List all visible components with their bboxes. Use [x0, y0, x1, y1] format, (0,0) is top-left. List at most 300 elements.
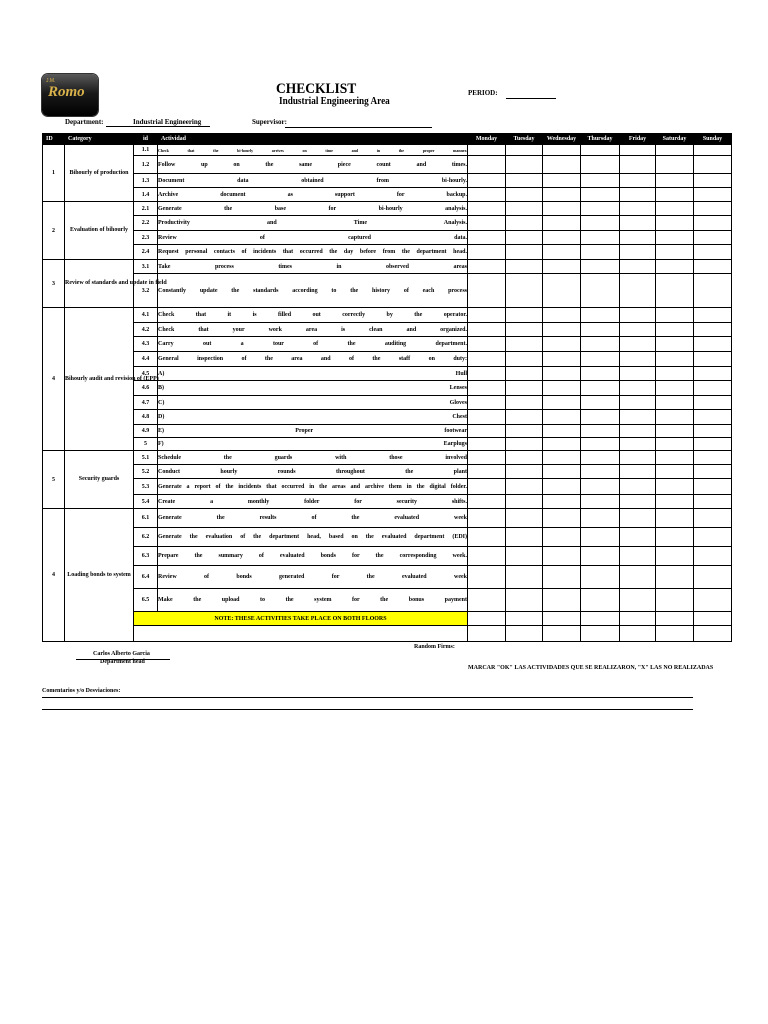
check-cell-saturday[interactable]	[656, 410, 694, 425]
activity-id: 4.6	[134, 381, 158, 396]
check-cell-friday[interactable]	[620, 479, 656, 495]
col-header-wednesday: Wednesday	[543, 134, 581, 145]
check-cell-monday[interactable]	[468, 451, 506, 465]
check-cell-tuesday[interactable]	[506, 566, 543, 589]
check-cell-sunday[interactable]	[694, 589, 732, 612]
section-id: 4	[43, 308, 65, 451]
check-cell-saturday[interactable]	[656, 156, 694, 174]
check-cell-monday[interactable]	[468, 566, 506, 589]
section-category: Loading bonds to system	[65, 509, 134, 642]
activity-text: Follow up on the same piece count and times.	[158, 156, 468, 174]
check-cell-friday[interactable]	[620, 425, 656, 438]
check-cell-saturday[interactable]	[656, 528, 694, 547]
activity-text: Generate the evaluation of the department head, based on the evaluated department (EDI)	[158, 528, 468, 547]
check-cell-monday[interactable]	[468, 274, 506, 308]
check-cell-wednesday[interactable]	[543, 188, 581, 202]
check-cell-wednesday[interactable]	[543, 274, 581, 308]
check-cell-sunday[interactable]	[694, 145, 732, 156]
check-cell-saturday[interactable]	[656, 509, 694, 528]
check-cell-monday[interactable]	[468, 509, 506, 528]
section-category: Security guards	[65, 451, 134, 509]
check-cell-friday[interactable]	[620, 410, 656, 425]
comments-line-2[interactable]	[42, 709, 693, 710]
check-cell-wednesday[interactable]	[543, 396, 581, 410]
check-cell-sunday[interactable]	[694, 509, 732, 528]
check-cell-tuesday[interactable]	[506, 202, 543, 216]
check-cell-thursday[interactable]	[581, 274, 620, 308]
check-cell-tuesday[interactable]	[506, 589, 543, 612]
check-cell-tuesday[interactable]	[506, 216, 543, 231]
check-cell-thursday[interactable]	[581, 425, 620, 438]
check-cell-tuesday[interactable]	[506, 337, 543, 352]
check-cell-monday[interactable]	[468, 438, 506, 451]
check-cell-friday[interactable]	[620, 202, 656, 216]
check-cell-friday[interactable]	[620, 367, 656, 381]
col-header-item-id: id	[134, 134, 158, 145]
check-cell-monday[interactable]	[468, 589, 506, 612]
check-cell-thursday[interactable]	[581, 438, 620, 451]
section-category: Bihourly of production	[65, 145, 134, 202]
check-cell-tuesday[interactable]	[506, 410, 543, 425]
activity-id: 1.4	[134, 188, 158, 202]
check-cell-sunday[interactable]	[694, 156, 732, 174]
check-cell-saturday[interactable]	[656, 352, 694, 367]
check-cell-saturday[interactable]	[656, 495, 694, 509]
check-cell-thursday[interactable]	[581, 145, 620, 156]
check-cell-tuesday[interactable]	[506, 323, 543, 337]
check-cell-monday[interactable]	[468, 156, 506, 174]
department-field[interactable]: Industrial Engineering	[106, 118, 210, 127]
check-cell-saturday[interactable]	[656, 274, 694, 308]
activity-text: Schedule the guards with those involved	[158, 451, 468, 465]
checklist-table	[42, 133, 732, 642]
blank-cell	[134, 626, 468, 642]
check-cell-wednesday[interactable]	[543, 202, 581, 216]
check-cell-friday[interactable]	[620, 438, 656, 451]
check-cell-monday[interactable]	[468, 202, 506, 216]
table-row	[43, 323, 732, 337]
check-cell-saturday[interactable]	[656, 323, 694, 337]
check-cell-tuesday[interactable]	[506, 156, 543, 174]
check-cell-tuesday[interactable]	[506, 465, 543, 479]
check-cell-wednesday[interactable]	[543, 323, 581, 337]
check-cell-sunday[interactable]	[694, 308, 732, 323]
check-cell-tuesday[interactable]	[506, 425, 543, 438]
section-category: Evaluation of bihourly	[65, 202, 134, 260]
check-cell-friday[interactable]	[620, 231, 656, 245]
check-cell-saturday[interactable]	[656, 547, 694, 566]
check-cell-monday[interactable]	[468, 381, 506, 396]
check-cell-wednesday[interactable]	[543, 260, 581, 274]
check-cell-thursday[interactable]	[581, 479, 620, 495]
table-row	[43, 245, 732, 260]
check-cell-tuesday[interactable]	[506, 626, 543, 642]
check-cell-friday[interactable]	[620, 589, 656, 612]
check-cell-saturday[interactable]	[656, 202, 694, 216]
check-cell-wednesday[interactable]	[543, 566, 581, 589]
check-cell-saturday[interactable]	[656, 438, 694, 451]
check-cell-thursday[interactable]	[581, 465, 620, 479]
table-header-row	[43, 134, 732, 145]
check-cell-thursday[interactable]	[581, 396, 620, 410]
check-cell-thursday[interactable]	[581, 156, 620, 174]
activity-id: 4.8	[134, 410, 158, 425]
check-cell-tuesday[interactable]	[506, 495, 543, 509]
check-cell-monday[interactable]	[468, 231, 506, 245]
department-label: Department:	[65, 118, 104, 126]
check-cell-monday[interactable]	[468, 323, 506, 337]
check-cell-sunday[interactable]	[694, 337, 732, 352]
check-cell-saturday[interactable]	[656, 626, 694, 642]
table-row	[43, 352, 732, 367]
check-cell-monday[interactable]	[468, 479, 506, 495]
check-cell-friday[interactable]	[620, 174, 656, 188]
check-cell-sunday[interactable]	[694, 274, 732, 308]
check-cell-friday[interactable]	[620, 245, 656, 260]
check-cell-thursday[interactable]	[581, 547, 620, 566]
check-cell-wednesday[interactable]	[543, 438, 581, 451]
check-cell-tuesday[interactable]	[506, 396, 543, 410]
activity-text: F) Earplugs	[158, 438, 468, 451]
check-cell-sunday[interactable]	[694, 396, 732, 410]
activity-text: Make the upload to the system for the bonus payment	[158, 589, 468, 612]
check-cell-monday[interactable]	[468, 367, 506, 381]
note-row	[43, 612, 732, 626]
check-cell-sunday[interactable]	[694, 216, 732, 231]
activity-text: Review of bonds generated for the evaluated week	[158, 566, 468, 589]
table-row	[43, 231, 732, 245]
signer-name: Carlos Alberto Garcia	[93, 651, 150, 657]
check-cell-wednesday[interactable]	[543, 612, 581, 626]
check-cell-tuesday[interactable]	[506, 367, 543, 381]
table-row	[43, 425, 732, 438]
check-cell-sunday[interactable]	[694, 566, 732, 589]
check-cell-tuesday[interactable]	[506, 231, 543, 245]
check-cell-sunday[interactable]	[694, 323, 732, 337]
check-cell-wednesday[interactable]	[543, 337, 581, 352]
check-cell-thursday[interactable]	[581, 245, 620, 260]
check-cell-wednesday[interactable]	[543, 425, 581, 438]
check-cell-thursday[interactable]	[581, 626, 620, 642]
check-cell-monday[interactable]	[468, 245, 506, 260]
check-cell-thursday[interactable]	[581, 410, 620, 425]
check-cell-saturday[interactable]	[656, 174, 694, 188]
check-cell-wednesday[interactable]	[543, 465, 581, 479]
check-cell-monday[interactable]	[468, 216, 506, 231]
check-cell-friday[interactable]	[620, 495, 656, 509]
signer-role: Department head	[100, 659, 145, 665]
check-cell-friday[interactable]	[620, 337, 656, 352]
check-cell-saturday[interactable]	[656, 465, 694, 479]
check-cell-thursday[interactable]	[581, 174, 620, 188]
check-cell-thursday[interactable]	[581, 231, 620, 245]
activity-text: Archive document as support for backup.	[158, 188, 468, 202]
activity-id: 6.4	[134, 566, 158, 589]
note-text: NOTE: THESE ACTIVITIES TAKE PLACE ON BOTH FLOORS	[134, 612, 468, 626]
check-cell-wednesday[interactable]	[543, 495, 581, 509]
check-cell-tuesday[interactable]	[506, 547, 543, 566]
check-cell-tuesday[interactable]	[506, 308, 543, 323]
activity-id: 5.3	[134, 479, 158, 495]
check-cell-friday[interactable]	[620, 566, 656, 589]
check-cell-friday[interactable]	[620, 352, 656, 367]
check-cell-sunday[interactable]	[694, 231, 732, 245]
check-cell-monday[interactable]	[468, 425, 506, 438]
comments-line-1[interactable]	[42, 697, 693, 698]
check-cell-thursday[interactable]	[581, 308, 620, 323]
check-cell-thursday[interactable]	[581, 566, 620, 589]
check-cell-friday[interactable]	[620, 308, 656, 323]
check-cell-sunday[interactable]	[694, 188, 732, 202]
check-cell-thursday[interactable]	[581, 509, 620, 528]
check-cell-friday[interactable]	[620, 612, 656, 626]
check-cell-sunday[interactable]	[694, 438, 732, 451]
check-cell-thursday[interactable]	[581, 528, 620, 547]
check-cell-sunday[interactable]	[694, 381, 732, 396]
check-cell-friday[interactable]	[620, 216, 656, 231]
check-cell-wednesday[interactable]	[543, 174, 581, 188]
check-cell-thursday[interactable]	[581, 323, 620, 337]
section-id: 1	[43, 145, 65, 202]
check-cell-saturday[interactable]	[656, 589, 694, 612]
activity-id: 6.2	[134, 528, 158, 547]
table-row	[43, 202, 732, 216]
check-cell-sunday[interactable]	[694, 495, 732, 509]
check-cell-monday[interactable]	[468, 612, 506, 626]
activity-id: 5	[134, 438, 158, 451]
check-cell-saturday[interactable]	[656, 231, 694, 245]
check-cell-thursday[interactable]	[581, 495, 620, 509]
check-cell-sunday[interactable]	[694, 612, 732, 626]
check-cell-wednesday[interactable]	[543, 381, 581, 396]
check-cell-wednesday[interactable]	[543, 231, 581, 245]
check-cell-thursday[interactable]	[581, 202, 620, 216]
check-cell-friday[interactable]	[620, 465, 656, 479]
check-cell-monday[interactable]	[468, 174, 506, 188]
check-cell-monday[interactable]	[468, 465, 506, 479]
check-cell-tuesday[interactable]	[506, 451, 543, 465]
activity-id: 6.1	[134, 509, 158, 528]
check-cell-wednesday[interactable]	[543, 308, 581, 323]
check-cell-wednesday[interactable]	[543, 367, 581, 381]
check-cell-friday[interactable]	[620, 274, 656, 308]
check-cell-wednesday[interactable]	[543, 528, 581, 547]
check-cell-saturday[interactable]	[656, 381, 694, 396]
check-cell-tuesday[interactable]	[506, 381, 543, 396]
activity-id: 5.2	[134, 465, 158, 479]
check-cell-sunday[interactable]	[694, 174, 732, 188]
activity-id: 2.3	[134, 231, 158, 245]
col-header-id: ID	[43, 134, 65, 145]
table-row	[43, 547, 732, 566]
check-cell-monday[interactable]	[468, 308, 506, 323]
check-cell-monday[interactable]	[468, 410, 506, 425]
check-cell-monday[interactable]	[468, 495, 506, 509]
table-row	[43, 396, 732, 410]
check-cell-wednesday[interactable]	[543, 352, 581, 367]
table-row	[43, 528, 732, 547]
check-cell-saturday[interactable]	[656, 260, 694, 274]
check-cell-friday[interactable]	[620, 381, 656, 396]
check-cell-tuesday[interactable]	[506, 479, 543, 495]
check-cell-friday[interactable]	[620, 323, 656, 337]
check-cell-sunday[interactable]	[694, 410, 732, 425]
section-id: 5	[43, 451, 65, 509]
check-cell-monday[interactable]	[468, 337, 506, 352]
table-row	[43, 260, 732, 274]
check-cell-tuesday[interactable]	[506, 509, 543, 528]
check-cell-saturday[interactable]	[656, 479, 694, 495]
section-category: Review of standards and update in field	[65, 260, 134, 308]
activity-text: Create a monthly folder for security shifts.	[158, 495, 468, 509]
check-cell-wednesday[interactable]	[543, 509, 581, 528]
blank-row	[43, 626, 732, 642]
table-row	[43, 188, 732, 202]
col-header-friday: Friday	[620, 134, 656, 145]
check-cell-sunday[interactable]	[694, 367, 732, 381]
activity-text: Check that your work area is clean and organized.	[158, 323, 468, 337]
check-cell-saturday[interactable]	[656, 216, 694, 231]
check-cell-wednesday[interactable]	[543, 216, 581, 231]
check-cell-monday[interactable]	[468, 188, 506, 202]
comments-label: Comentarios y/o Desviaciones:	[42, 688, 121, 694]
check-cell-friday[interactable]	[620, 156, 656, 174]
check-cell-monday[interactable]	[468, 626, 506, 642]
check-cell-saturday[interactable]	[656, 396, 694, 410]
table-row	[43, 337, 732, 352]
activity-text: Generate the base for bi-hourly analysis.	[158, 202, 468, 216]
check-cell-sunday[interactable]	[694, 425, 732, 438]
check-cell-thursday[interactable]	[581, 451, 620, 465]
table-row	[43, 479, 732, 495]
check-cell-wednesday[interactable]	[543, 479, 581, 495]
check-cell-saturday[interactable]	[656, 337, 694, 352]
check-cell-sunday[interactable]	[694, 451, 732, 465]
check-cell-sunday[interactable]	[694, 245, 732, 260]
check-cell-sunday[interactable]	[694, 202, 732, 216]
table-row	[43, 156, 732, 174]
supervisor-field[interactable]	[285, 118, 432, 128]
check-cell-saturday[interactable]	[656, 145, 694, 156]
table-row	[43, 274, 732, 308]
activity-text: Document data obtained from bi-hourly.	[158, 174, 468, 188]
check-cell-friday[interactable]	[620, 188, 656, 202]
check-cell-wednesday[interactable]	[543, 156, 581, 174]
table-row	[43, 216, 732, 231]
activity-text: Take process times in observed areas	[158, 260, 468, 274]
check-cell-saturday[interactable]	[656, 367, 694, 381]
check-cell-sunday[interactable]	[694, 547, 732, 566]
check-cell-thursday[interactable]	[581, 216, 620, 231]
check-cell-tuesday[interactable]	[506, 145, 543, 156]
check-cell-thursday[interactable]	[581, 367, 620, 381]
check-cell-friday[interactable]	[620, 260, 656, 274]
check-cell-sunday[interactable]	[694, 260, 732, 274]
check-cell-thursday[interactable]	[581, 188, 620, 202]
check-cell-monday[interactable]	[468, 352, 506, 367]
check-cell-friday[interactable]	[620, 528, 656, 547]
table-row	[43, 438, 732, 451]
activity-text: Request personal contacts of incidents that occurred the day before from the department head.	[158, 245, 468, 260]
check-cell-wednesday[interactable]	[543, 451, 581, 465]
check-cell-saturday[interactable]	[656, 245, 694, 260]
check-cell-sunday[interactable]	[694, 352, 732, 367]
check-cell-sunday[interactable]	[694, 479, 732, 495]
check-cell-tuesday[interactable]	[506, 260, 543, 274]
period-field[interactable]	[506, 90, 556, 99]
check-cell-wednesday[interactable]	[543, 145, 581, 156]
check-cell-thursday[interactable]	[581, 337, 620, 352]
check-cell-monday[interactable]	[468, 528, 506, 547]
activity-id: 1.3	[134, 174, 158, 188]
activity-text: Carry out a tour of the auditing department.	[158, 337, 468, 352]
check-cell-wednesday[interactable]	[543, 626, 581, 642]
check-cell-saturday[interactable]	[656, 612, 694, 626]
check-cell-thursday[interactable]	[581, 612, 620, 626]
check-cell-wednesday[interactable]	[543, 410, 581, 425]
check-cell-thursday[interactable]	[581, 589, 620, 612]
check-cell-thursday[interactable]	[581, 381, 620, 396]
table-row	[43, 410, 732, 425]
activity-id: 1.1	[134, 145, 158, 156]
col-header-thursday: Thursday	[581, 134, 620, 145]
check-cell-friday[interactable]	[620, 145, 656, 156]
section-category: Bihourly audit and revision of (EPP)	[65, 308, 134, 451]
check-cell-sunday[interactable]	[694, 626, 732, 642]
check-cell-friday[interactable]	[620, 547, 656, 566]
check-cell-thursday[interactable]	[581, 260, 620, 274]
check-cell-sunday[interactable]	[694, 465, 732, 479]
check-cell-tuesday[interactable]	[506, 612, 543, 626]
check-cell-wednesday[interactable]	[543, 589, 581, 612]
check-cell-tuesday[interactable]	[506, 528, 543, 547]
check-cell-tuesday[interactable]	[506, 174, 543, 188]
check-cell-saturday[interactable]	[656, 308, 694, 323]
check-cell-wednesday[interactable]	[543, 245, 581, 260]
check-cell-tuesday[interactable]	[506, 438, 543, 451]
check-cell-monday[interactable]	[468, 547, 506, 566]
check-cell-friday[interactable]	[620, 451, 656, 465]
logo-superscript: J.M.	[46, 78, 56, 84]
check-cell-tuesday[interactable]	[506, 352, 543, 367]
section-id: 4	[43, 509, 65, 642]
check-cell-sunday[interactable]	[694, 528, 732, 547]
check-cell-tuesday[interactable]	[506, 245, 543, 260]
check-cell-tuesday[interactable]	[506, 274, 543, 308]
activity-text: B) Lenses	[158, 381, 468, 396]
check-cell-monday[interactable]	[468, 260, 506, 274]
col-header-saturday: Saturday	[656, 134, 694, 145]
check-cell-saturday[interactable]	[656, 566, 694, 589]
check-cell-friday[interactable]	[620, 396, 656, 410]
page-subtitle: Industrial Engineering Area	[279, 96, 390, 107]
activity-id: 2.1	[134, 202, 158, 216]
check-cell-saturday[interactable]	[656, 425, 694, 438]
check-cell-friday[interactable]	[620, 509, 656, 528]
activity-id: 5.4	[134, 495, 158, 509]
check-cell-saturday[interactable]	[656, 451, 694, 465]
check-cell-monday[interactable]	[468, 396, 506, 410]
check-cell-tuesday[interactable]	[506, 188, 543, 202]
check-cell-wednesday[interactable]	[543, 547, 581, 566]
check-cell-monday[interactable]	[468, 145, 506, 156]
activity-text: Review of captured data.	[158, 231, 468, 245]
check-cell-friday[interactable]	[620, 626, 656, 642]
activity-id: 4.1	[134, 308, 158, 323]
check-cell-saturday[interactable]	[656, 188, 694, 202]
activity-id: 4.7	[134, 396, 158, 410]
check-cell-thursday[interactable]	[581, 352, 620, 367]
